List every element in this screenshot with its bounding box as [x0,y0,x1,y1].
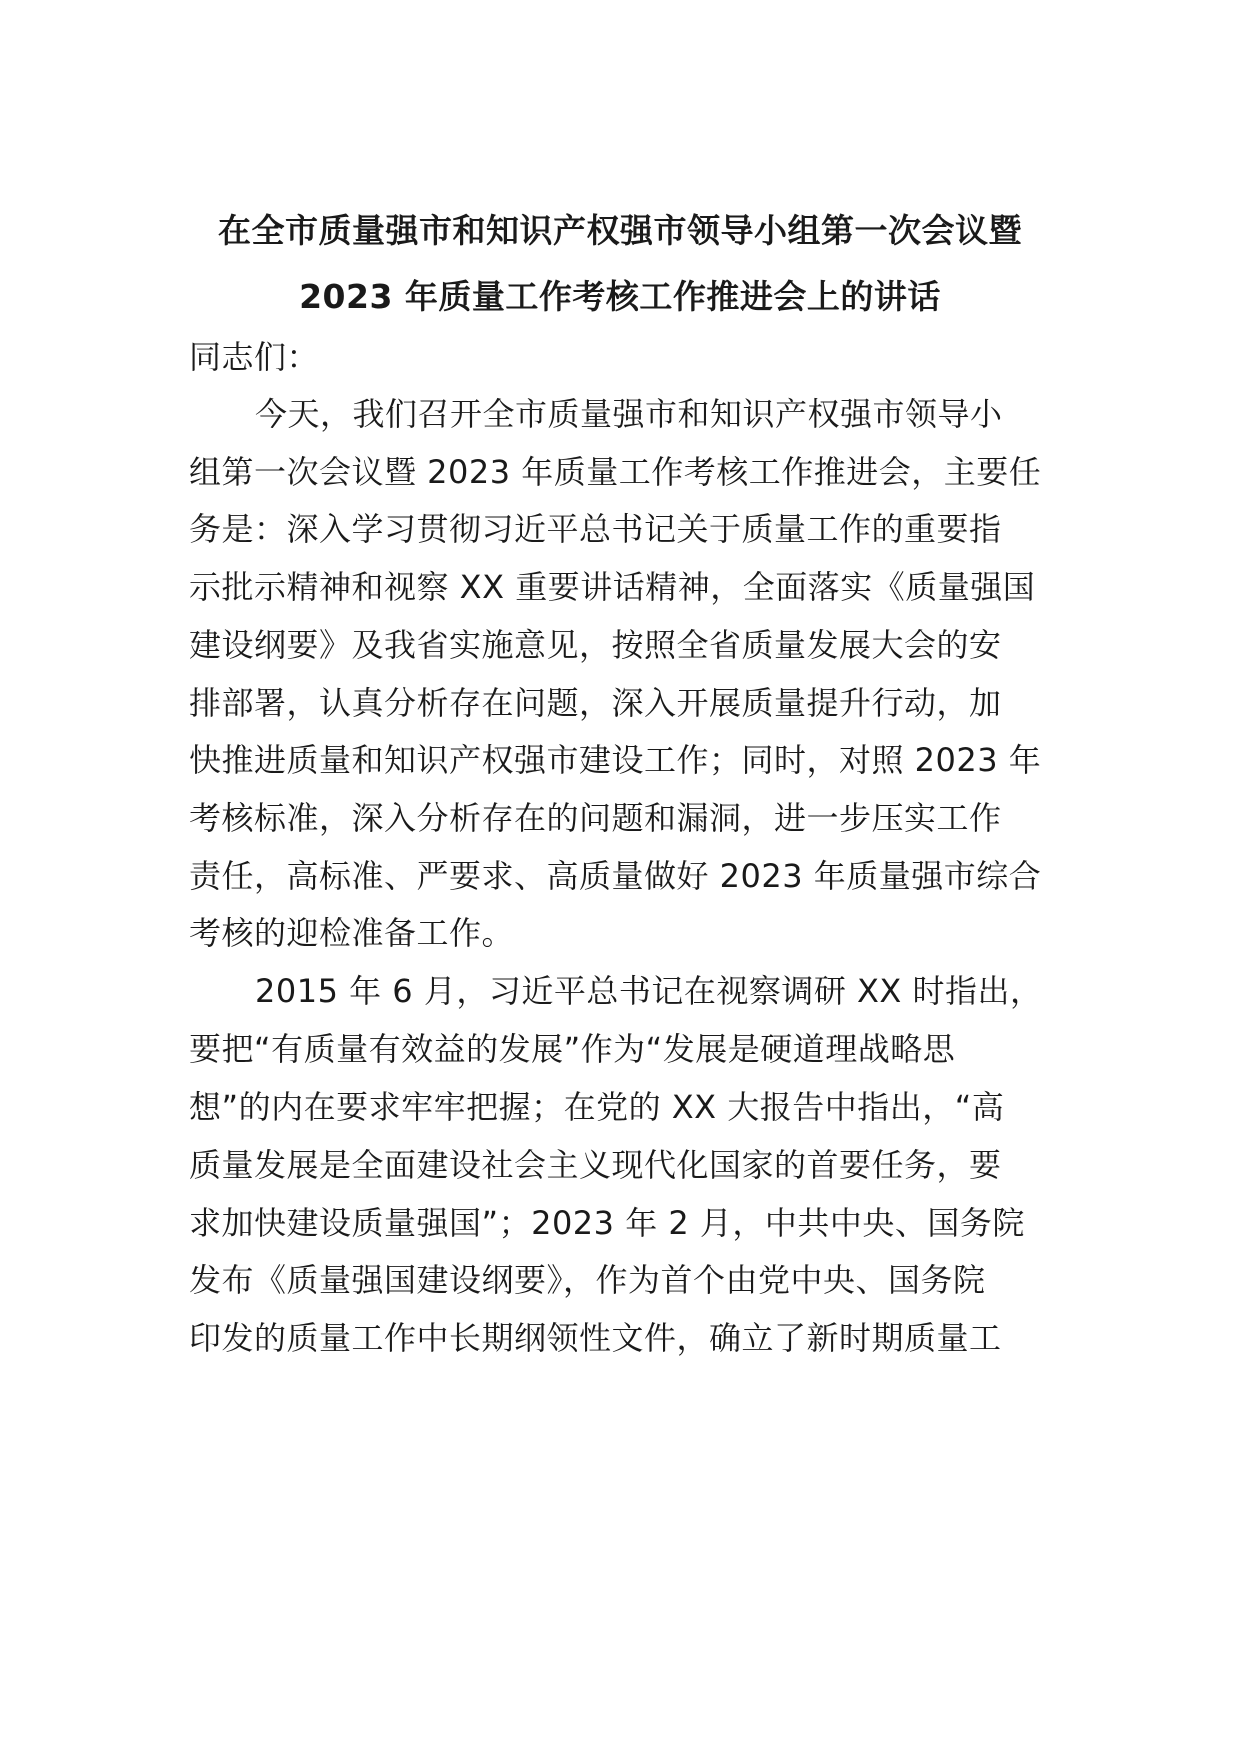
body-line: 求加快建设质量强国”；2023 年 2 月，中共中央、国务院 [189,1204,1025,1242]
body-line: 质量发展是全面建设社会主义现代化国家的首要任务，要 [189,1146,1002,1184]
body-line: 想”的内在要求牢牢把握；在党的 XX 大报告中指出，“高 [189,1088,1005,1126]
body-line: 印发的质量工作中长期纲领性文件，确立了新时期质量工 [189,1319,1002,1357]
body-line: 组第一次会议暨 2023 年质量工作考核工作推进会，主要任 [189,453,1042,491]
body-line: 排部署，认真分析存在问题，深入开展质量提升行动，加 [189,684,1002,722]
body-line: 今天，我们召开全市质量强市和知识产权强市领导小 [255,395,1003,433]
document-title-line-1: 在全市质量强市和知识产权强市领导小组第一次会议暨 [218,211,1022,250]
body-line: 示批示精神和视察 XX 重要讲话精神，全面落实《质量强国 [189,568,1036,606]
body-line: 建设纲要》及我省实施意见，按照全省质量发展大会的安 [189,626,1002,664]
body-line: 考核的迎检准备工作。 [189,914,515,952]
body-line: 考核标准，深入分析存在的问题和漏洞，进一步压实工作 [189,799,1002,837]
body-line: 责任，高标准、严要求、高质量做好 2023 年质量强市综合 [189,857,1042,895]
body-line: 2015 年 6 月，习近平总书记在视察调研 XX 时指出， [255,972,1043,1010]
body-line: 快推进质量和知识产权强市建设工作；同时，对照 2023 年 [189,741,1042,779]
document-title-line-2: 2023 年质量工作考核工作推进会上的讲话 [299,277,941,316]
body-line: 务是：深入学习贯彻习近平总书记关于质量工作的重要指 [189,510,1002,548]
body-line: 要把“有质量有效益的发展”作为“发展是硬道理战略思 [189,1030,956,1068]
body-line: 发布《质量强国建设纲要》，作为首个由党中央、国务院 [189,1261,986,1299]
salutation: 同志们： [189,338,320,376]
